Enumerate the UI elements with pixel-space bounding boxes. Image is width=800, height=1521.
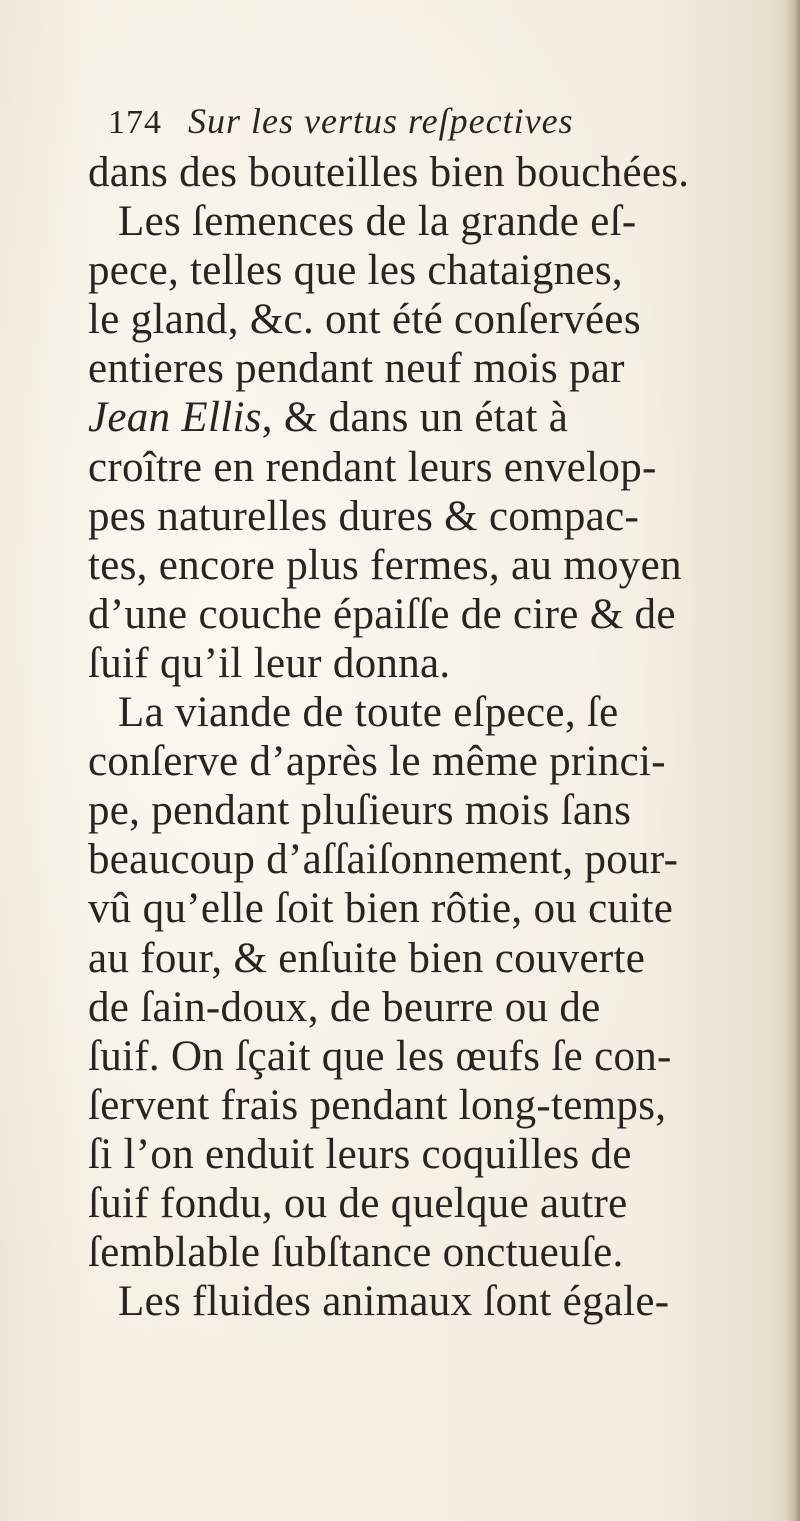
text-line: La viande de toute eſpece, ſe xyxy=(118,689,619,737)
text-line: vû qu’elle ſoit bien rôtie, ou cuite xyxy=(88,885,674,933)
text-line xyxy=(88,393,748,442)
text-line: beaucoup d’aſſaiſonnement, pour- xyxy=(88,836,679,884)
text-line: de ſain-doux, de beurre ou de xyxy=(88,983,601,1031)
text-line: entieres pendant neuf mois par xyxy=(88,345,625,393)
text-line: dans des bouteilles bien bouchées. xyxy=(88,149,690,196)
body-text xyxy=(88,148,748,1326)
text-line: croître en rendant leurs envelop- xyxy=(88,443,657,491)
text-line: d’une couche épaiſſe de cire & de xyxy=(88,590,676,638)
text-line: le gland, &c. ont été conſervées xyxy=(88,296,641,344)
page-number: 174 xyxy=(108,104,162,141)
text-line: pe, pendant pluſieurs mois ſans xyxy=(88,787,632,835)
text-line: pes naturelles dures & compac- xyxy=(88,492,640,540)
text-line: Les fluides animaux ſont égale- xyxy=(118,1278,670,1326)
text-line-continuation: , & dans un état à xyxy=(261,394,569,442)
text-line: ſuif fondu, ou de quelque autre xyxy=(88,1179,628,1227)
text-line: ſi l’on enduit leurs coquilles de xyxy=(88,1130,632,1178)
text-line: ſemblable ſubſtance onctueuſe. xyxy=(88,1229,624,1277)
text-line: pece, telles que les chataignes, xyxy=(88,247,623,295)
text-line: Les ſemences de la grande eſ- xyxy=(118,198,637,246)
running-title: Sur les vertus reſpectives xyxy=(188,101,574,141)
text-line: ſuif. On ſçait que les œufs ſe con- xyxy=(88,1032,672,1080)
text-line: au four, & enſuite bien couverte xyxy=(88,934,646,982)
text-line: conſerve d’après le même princi- xyxy=(88,738,666,786)
text-line: tes, encore plus fermes, au moyen xyxy=(88,541,682,589)
page-header xyxy=(108,100,708,150)
text-line: ſuif qu’il leur donna. xyxy=(88,639,451,687)
page-edge-shadow xyxy=(786,0,800,1521)
text-line: ſervent frais pendant long-temps, xyxy=(88,1081,667,1129)
author-name: Jean Ellis xyxy=(88,394,262,442)
